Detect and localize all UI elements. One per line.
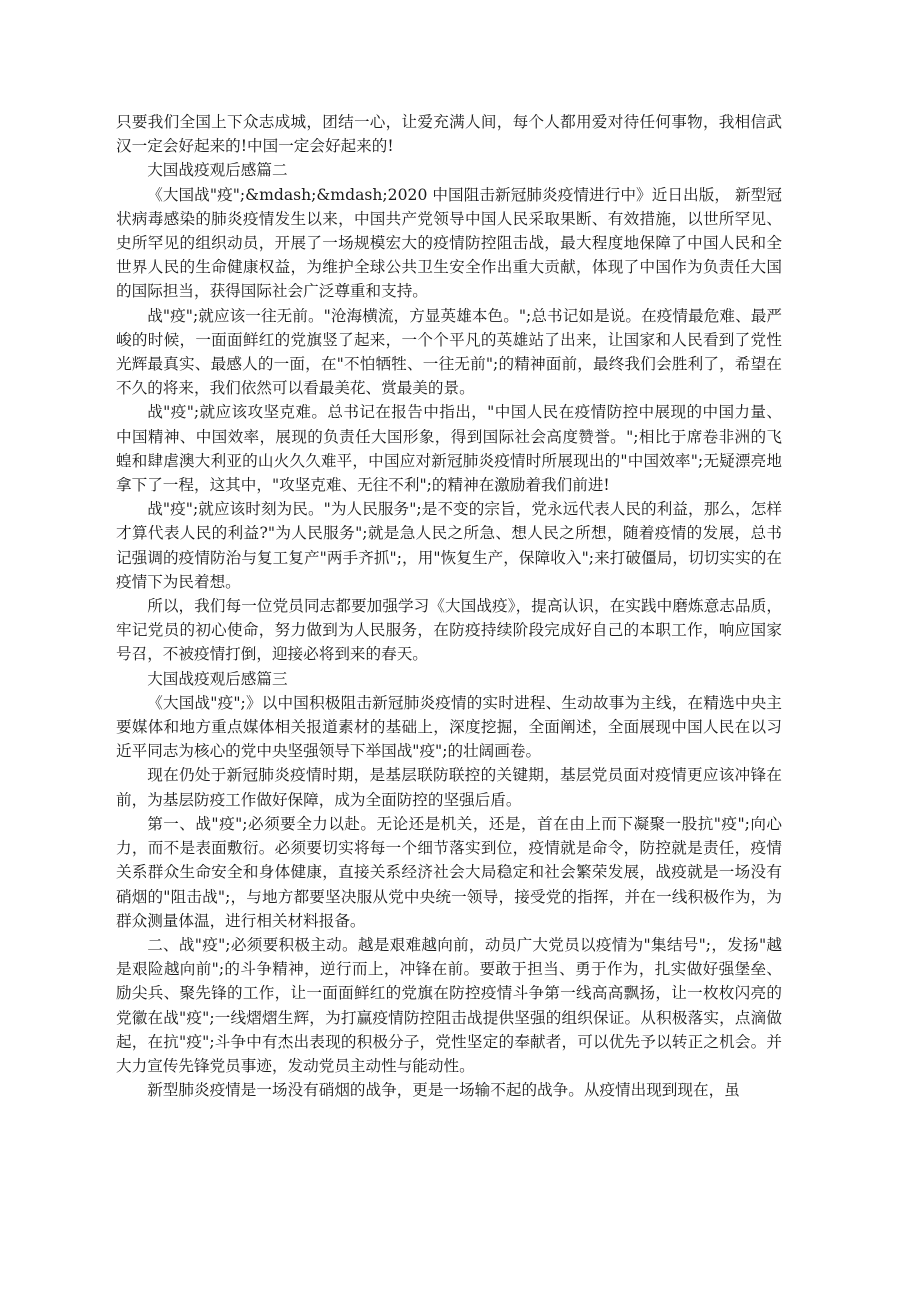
document-body (116, 110, 782, 1102)
paragraph: 《大国战"疫";》以中国积极阻击新冠肺炎疫情的实时进程、生动故事为主线，在精选中央主要媒体和地方重点媒体相关报道素材的基础上，深度挖掘，全面阐述，全面展现中国人民在以习近平同志为核心的党中央坚强领导下举国战"疫";的壮阔画卷。 (116, 693, 782, 761)
paragraph-truncated: 新型肺炎疫情是一场没有硝烟的战争，更是一场输不起的战争。从疫情出现到现在，虽 (147, 1081, 740, 1100)
paragraph-continuation: 只要我们全国上下众志成城，团结一心，让爱充满人间，每个人都用爱对待任何事物，我相信武汉一定会好起来的!中国一定会好起来的! (116, 113, 782, 156)
paragraph: 所以，我们每一位党员同志都要加强学习《大国战疫》，提高认识，在实践中磨炼意志品质，牢记党员的初心使命，努力做到为人民服务，在防疫持续阶段完成好自己的本职工作，响应国家号召，不被疫情打倒，迎接必将到来的春天。 (116, 597, 782, 664)
paragraph: 战"疫";就应该攻坚克难。总书记在报告中指出，"中国人民在疫情防控中展现的中国力量、中国精神、中国效率，展现的负责任大国形象，得到国际社会高度赞誉。";相比于席卷非洲的飞蝗和肆虐澳大利亚的山火久久难平，中国应对新冠肺炎疫情时所展现出的"中国效率";无疑漂亮地拿下了一程，这其中，"攻坚克难、无往不利";的精神在激励着我们前进! (116, 403, 782, 495)
paragraph: 战"疫";就应该一往无前。"沧海横流，方显英雄本色。";总书记如是说。在疫情最危难、最严峻的时候，一面面鲜红的党旗竖了起来，一个个平凡的英雄站了出来，让国家和人民看到了党性光辉最真实、最感人的一面，在"不怕牺牲、一往无前";的精神面前，最终我们会胜利了，希望在不久的将来，我们依然可以看最美花、赏最美的景。 (116, 306, 782, 398)
paragraph: 现在仍处于新冠肺炎疫情时期，是基层联防联控的关键期，基层党员面对疫情更应该冲锋在前，为基层防疫工作做好保障，成为全面防控的坚强后盾。 (116, 766, 782, 809)
paragraph: 《大国战"疫";&mdash;&mdash;2020 中国阻击新冠肺炎疫情进行中》近日出版， 新型冠状病毒感染的肺炎疫情发生以来，中国共产党领导中国人民采取果断、有效措施，以世所罕见、史所罕见的组织动员，开展了一场规模宏大的疫情防控阻击战，最大程度地保障了中国人民和全世界人民的生命健康权益，为维护全球公共卫生安全作出重大贡献，体现了中国作为负责任大国的国际担当，获得国际社会广泛尊重和支持。 (116, 185, 782, 301)
paragraph: 第一、战"疫";必须要全力以赴。无论还是机关，还是，首在由上而下凝聚一股抗"疫";向心力，而不是表面敷衍。必须要切实将每一个细节落实到位，疫情就是命令，防控就是责任，疫情关系群众生命安全和身体健康，直接关系经济社会大局稳定和社会繁荣发展，战疫就是一场没有硝烟的"阻击战";，与地方都要坚决服从党中央统一领导，接受党的指挥，并在一线积极作为，为群众测量体温，进行相关材料报备。 (116, 814, 782, 930)
paragraph: 二、战"疫";必须要积极主动。越是艰难越向前，动员广大党员以疫情为"集结号";，发扬"越是艰险越向前";的斗争精神，逆行而上，冲锋在前。要敢于担当、勇于作为，扎实做好强堡垒、励尖兵、聚先锋的工作，让一面面鲜红的党旗在防控疫情斗争第一线高高飘扬，让一枚枚闪亮的党徽在战"疫";一线熠熠生辉，为打赢疫情防控阻击战提供坚强的组织保证。从积极落实，点滴做起，在抗"疫";斗争中有杰出表现的积极分子，党性坚定的奉献者，可以优先予以转正之机会。并大力宣传先锋党员事迹，发动党员主动性与能动性。 (116, 935, 782, 1075)
section-heading-part-three: 大国战疫观后感篇三 (147, 669, 288, 688)
paragraph: 战"疫";就应该时刻为民。"为人民服务";是不变的宗旨，党永远代表人民的利益，那么，怎样才算代表人民的利益?"为人民服务";就是急人民之所急、想人民之所想，随着疫情的发展，总书记强调的疫情防治与复工复产"两手齐抓";，用"恢复生产，保障收入";来打破僵局，切切实实的在疫情下为民着想。 (116, 500, 782, 591)
section-heading-part-two: 大国战疫观后感篇二 (147, 161, 288, 180)
